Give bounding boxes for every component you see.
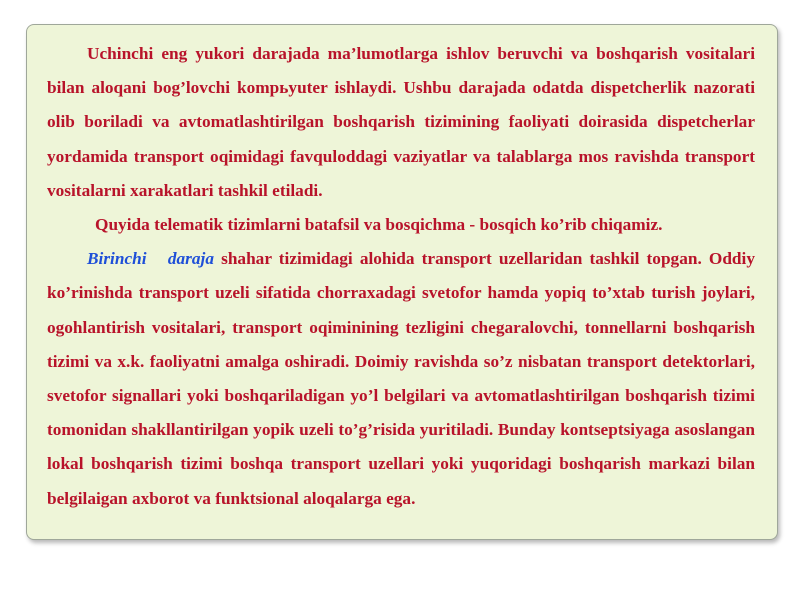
paragraph-intro: Quyida telematik tizimlarni batafsil va bosqichma - bosqich ko’rib chiqamiz.	[95, 215, 663, 235]
highlighted-term-word1: Birinchi	[87, 249, 147, 269]
paragraph-third-level: Uchinchi eng yukori darajada ma’lumotlarga ishlov beruvchi va boshqarish vositalari bilan aloqani bog’lovchi kompьyuter ishlaydi. Ushbu darajada odatda dispetcherlik nazorati olib boriladi va avtomatlashtirilgan boshqarish tizimining faoliyati doirasida dispetcherlar yordamida transport oqimidagi favquloddagi vaziyatlar va talablarga mos ravishda transport vositalarni xarakatlari tashkil etiladi.	[47, 44, 755, 200]
highlighted-term-word2: daraja	[167, 249, 214, 269]
paragraph-first-level-body: shahar tizimidagi alohida transport uzellaridan tashkil topgan. Oddiy ko’rinishda transport uzeli sifatida chorraxadagi svetofor hamda yopiq to’xtab turish joylari, ogohlantirish vositalari, transport oqiminining tezligini chegaralovchi, tonnellarni boshqarish tizimi va x.k. faoliyatni amalga oshiradi. Doimiy ravishda so’z nisbatan transport detektorlari, svetofor signallari yoki boshqariladigan yo’l belgilari va avtomatlashtirilgan boshqarish tizimi tomonidan shakllantirilgan yopik uzeli to’g’risida yuritiladi. Bunday kontseptsiyaga asoslangan lokal boshqarish tizimi boshqa transport uzellari yoki yuqoridagi boshqarish markazi bilan belgilaigan axborot va funktsional aloqalarga ega.	[47, 249, 755, 508]
paragraph-first-level	[47, 242, 755, 516]
text-card	[26, 24, 778, 540]
